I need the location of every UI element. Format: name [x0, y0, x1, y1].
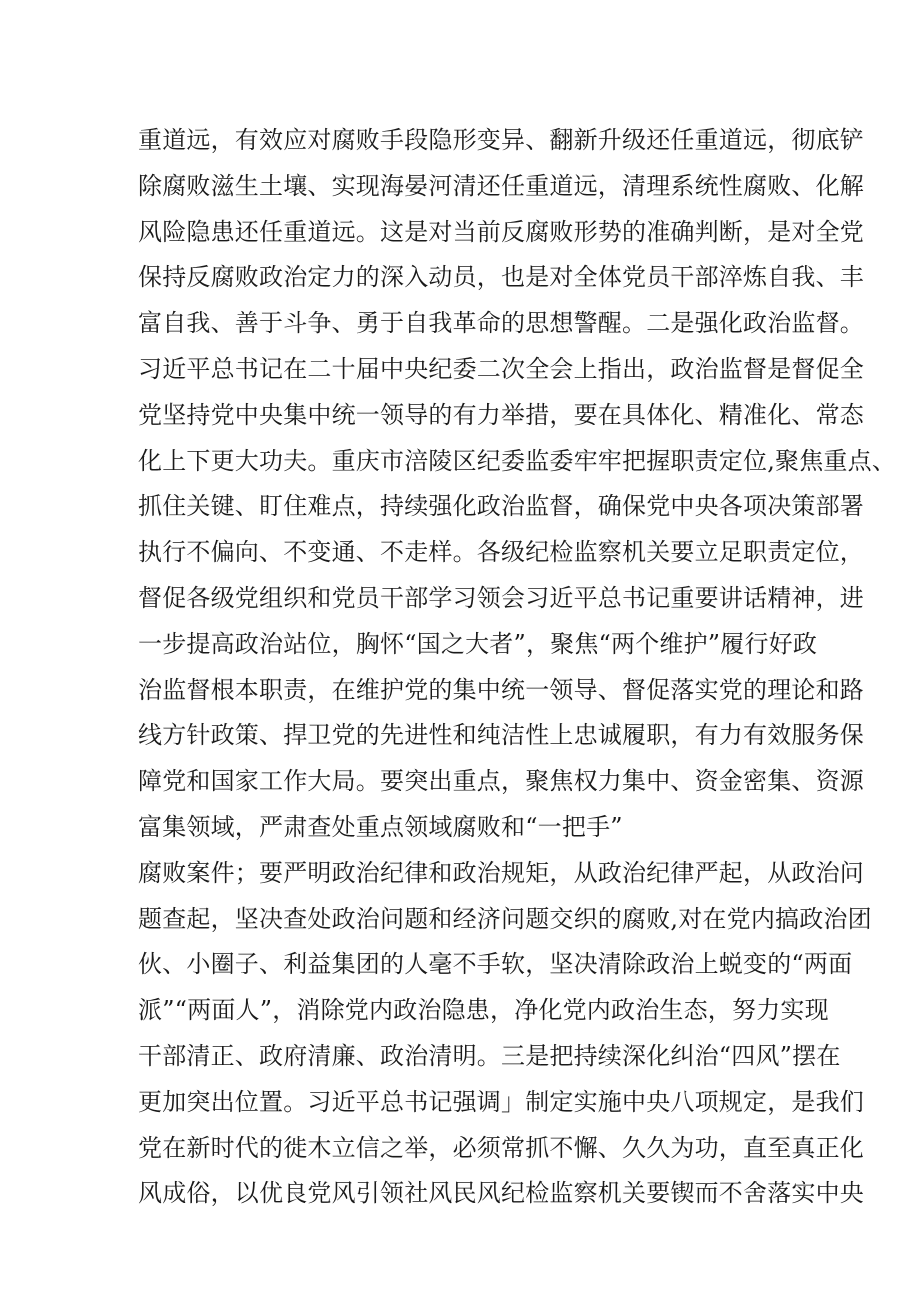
text-line: 腐败案件；要严明政治纪律和政治规矩，从政治纪律严起，从政治问: [138, 858, 864, 887]
text-line: 抓住关键、盯住难点，持续强化政治监督，确保党中央各项决策部署: [138, 492, 864, 521]
text-line: 化上下更大功夫。重庆市涪陵区纪委监委牢牢把握职责定位,聚焦重点、: [138, 446, 897, 475]
text-line: 治监督根本职责，在维护党的集中统一领导、督促落实党的理论和路: [138, 675, 864, 704]
text-line: 伙、小圈子、利益集团的人毫不手软，坚决清除政治上蜕变的“两面: [138, 950, 853, 979]
text-line: 督促各级党组织和党员干部学习领会习近平总书记重要讲话精神，进: [138, 583, 864, 612]
text-line: 富集领域，严肃查处重点领域腐败和“一把手”: [138, 812, 623, 841]
text-line: 执行不偏向、不变通、不走样。各级纪检监察机关要立足职责定位，: [138, 538, 864, 567]
text-line: 习近平总书记在二十届中央纪委二次全会上指出，政治监督是督促全: [138, 354, 864, 383]
text-line: 党在新时代的徙木立信之举，必须常抓不懈、久久为功，直至真正化: [138, 1133, 864, 1162]
text-line: 一步提高政治站位，胸怀“国之大者”，聚焦“两个维护”履行好政: [138, 629, 818, 658]
text-line: 保持反腐败政治定力的深入动员，也是对全体党员干部淬炼自我、丰: [138, 263, 864, 292]
text-line: 除腐败滋生土壤、实现海晏河清还任重道远，清理系统性腐败、化解: [138, 171, 864, 200]
text-line: 更加突出位置。习近平总书记强调」制定实施中央八项规定，是我们: [138, 1087, 864, 1116]
text-line: 障党和国家工作大局。要突出重点，聚焦权力集中、资金密集、资源: [138, 767, 864, 796]
text-line: 党坚持党中央集中统一领导的有力举措，要在具体化、精准化、常态: [138, 400, 864, 429]
text-line: 重道远，有效应对腐败手段隐形变异、翻新升级还任重道远，彻底铲: [138, 126, 864, 154]
text-line: 线方针政策、捍卫党的先进性和纯洁性上忠诚履职，有力有效服务保: [138, 721, 864, 750]
text-line: 风险隐患还任重道远。这是对当前反腐败形势的准确判断，是对全党: [138, 217, 864, 246]
body-text: [138, 118, 897, 1217]
text-line: 题查起，坚决查处政治问题和经济问题交织的腐败,对在党内搞政治团: [138, 904, 872, 933]
text-line: 干部清正、政府清廉、政治清明。三是把持续深化纠治“四风”摆在: [138, 1041, 841, 1070]
text-line: 富自我、善于斗争、勇于自我革命的思想警醒。二是强化政治监督。: [138, 309, 864, 338]
text-line: 风成俗，以优良党风引领社风民风纪检监察机关要锲而不舍落实中央: [138, 1179, 864, 1208]
text-line: 派”“两面人”，消除党内政治隐患，净化党内政治生态，努力实现: [138, 996, 829, 1025]
